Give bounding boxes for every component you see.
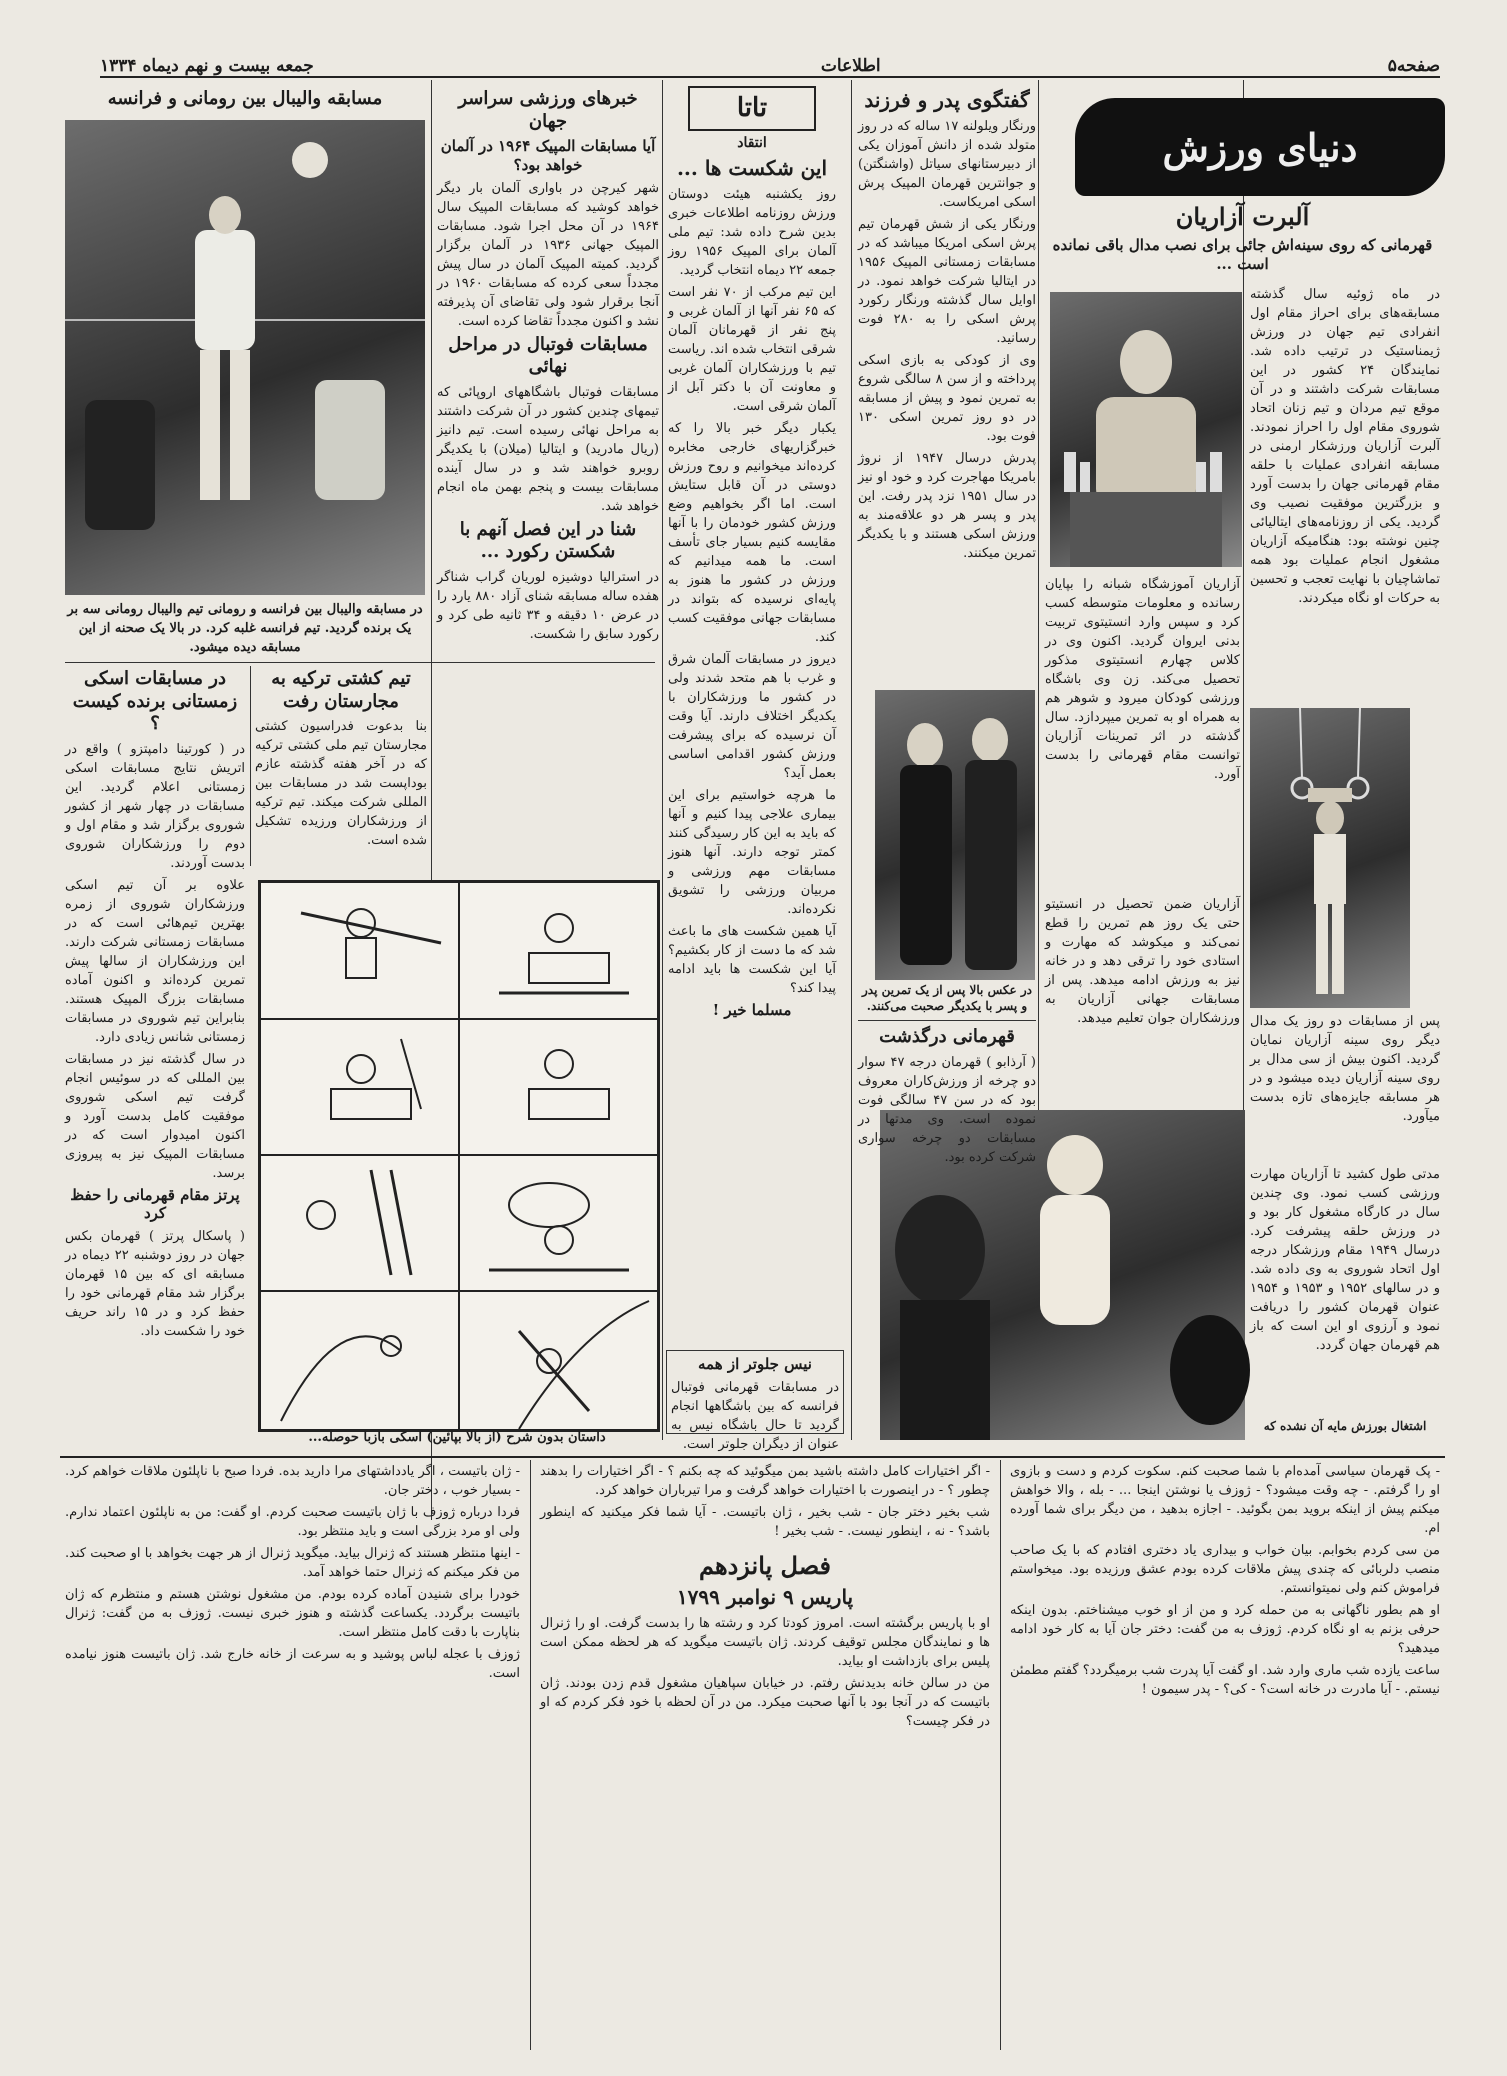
nice-box	[666, 1350, 844, 1452]
athlete-medals-photo	[1050, 292, 1242, 567]
cartoon-caption: داستان بدون شرح (از بالا بپائین) اسکی بازبا حوصله...	[308, 1430, 606, 1445]
cartoon-panel	[458, 882, 658, 1020]
cartoon-panel	[260, 1154, 460, 1292]
athlete-body-5: مدتی طول کشید تا آزاریان مهارت ورزشی کسب نمود. وی چندین سال در کارگاه مشغول کار بود و در ورزش حلقه پیشرفت کرد. درسال ۱۹۴۹ مقام ورزشکار درجه اول اتحاد شوروی به وی داده شد. و در سالهای ۱۹۵۲ و ۱۹۵۳ و ۱۹۵۴ عنوان قهرمان کشور را دریافت نمود و آرزوی او این است که باز هم قهرمان جهان گردد.	[1250, 1167, 1441, 1353]
world-news-article	[437, 86, 659, 936]
athlete-subtitle: قهرمانی که روی سینه‌اش جائی برای نصب مدال باقی نمانده است ...	[1052, 236, 1433, 273]
athlete-body-4: پس از مسابقات دو روز یک مدال دیگر روی سینه آزاریان نمایان گردید. اکنون بیش از سی مدال بر روی سینه آزاریان دیده میشود و در هر مسابقه جایزه‌های تازه بدست میآورد.	[1250, 1014, 1440, 1124]
ta-body-3: یکبار دیگر خبر بالا را که خبرگزاریهای خارجی مخابره کرده‌اند میخوانیم و روح ورزش دوستی در آن قابل ستایش است. اما اگر بخواهیم وضع ورزش کشور خودمان را با آنها مقایسه کنیم بسیار جای تأسف است. ما همه میدانیم که ورزش در کشور ما هنوز به پایه‌ای نرسیده که بتواند در مسابقات جهانی موفقیت کسب کند.	[668, 421, 836, 645]
novel-right-2: من سی کردم بخوابم. بیان خواب و بیداری یاد دختری افتادم که با یک صاحب منصب دلربائی که چندی پیش ملاقات کرده بودم عشق ورزیده بود. میخواستم فراموش کنم ولی نمیتوانستم.	[1010, 1543, 1440, 1596]
cartoon-drawing	[261, 883, 459, 1019]
athlete-rings-photo	[1250, 708, 1410, 1008]
world-news-body-3: در استرالیا دوشیزه لوریان گراب شناگر هفده ساله مسابقه شنای آزاد ۸۸۰ یارد را در عرض ۱۰ دقیقه و ۳۴ ثانیه طی کرد و رکورد سابق را شکست.	[437, 569, 660, 642]
athlete-body-3: آزاریان ضمن تحصیل در انستیتو حتی یک روز هم تمرین را قطع نمی‌کند و میکوشد که مهارت و استادی خود را ترقی دهد و در خانه نیز به ورزش ادامه میدهد. پس از مسابقات جهانی آزاریان به ورزشکاران جوان تعلیم میدهد.	[1045, 897, 1240, 1026]
athlete-column-5	[1250, 1165, 1440, 1420]
athlete-bottom-caption: اشتغال بورزش مایه آن نشده که	[1263, 1419, 1427, 1433]
cartoon-drawing	[459, 1019, 657, 1155]
winter-body-3: در سال گذشته نیز در مسابقات بین المللی که در سوئیس انجام گرفت تیم اسکی شوروی موفقیت کامل بدست آورد و اکنون امیدوار است که در مسابقات المپیک نیز به پیروزی برسد.	[65, 1051, 245, 1181]
world-news-question: آیا مسابقات المپیک ۱۹۶۴ در آلمان خواهد بود؟	[440, 137, 656, 174]
novel-column-right	[1010, 1462, 1440, 2052]
athlete-silhouette	[1050, 292, 1242, 567]
sports-banner-text: دنیای ورزش	[1162, 124, 1358, 170]
world-news-sub-2: مسابقات فوتبال در مراحل نهائی	[448, 333, 648, 377]
athlete-heading	[1045, 200, 1440, 280]
winter-body-4: ( پاسکال پرتز ) قهرمان بکس جهان در روز دوشنبه ۲۲ دیماه در مسابقه ای که بین ۱۵ قهرمان برگزار شد مقام قهرمانی خود را حفظ کرد و در ۱۵ راند حریف خود را شکست داد.	[65, 1229, 245, 1339]
father-son-caption: در عکس بالا پس از یک تمرین پدر و پسر با یکدیگر صحبت می‌کنند.	[862, 983, 1032, 1013]
athlete-body-2: آزاریان آموزشگاه شبانه را بپایان رسانده و معلومات متوسطه کسب کرد و سپس وارد انستیتوی تربیت بدنی ایروان گردید. اکنون وی در کلاس چهارم انستیتوی مذکور تحصیل می‌کند. زن وی باشگاه ورزشی کودکان میرود و شوهر هم به همراه او به تمرین میپردازد. سال گذشته در اثر تمرینات آزاریان توانست مقام قهرمانی را بدست آورد.	[1045, 577, 1240, 782]
winter-body-2: علاوه بر آن تیم اسکی ورزشکاران شوروی از زمره بهترین تیم‌هائی است که در مسابقات زمستانی شرکت دارند. این ورزشکاران از سالها پیش تمرین کرده‌اند و اکنون آماده مسابقات بزرگ المپیک هستند. بنابراین تیم شوروی در مسابقات زمستانی شانس زیادی دارد.	[65, 877, 245, 1045]
volleyball-caption-text: در مسابقه والیبال بین فرانسه و رومانی تیم والیبال رومانی سه بر یک برنده گردید. تیم فرانسه غلبه کرد. در بالا یک صحنه از این مسابقه دیده میشود.	[67, 602, 423, 655]
winter-body-1: در ( کورتینا دامپتزو ) واقع در اتریش نتایج مسابقات اسکی زمستانی اعلام گردید. این مسابقات در چهار شهر از کشور شوروی برگزار شد و مقام اول و دوم را ورزشکاران شوروی بدست آوردند.	[65, 741, 245, 871]
rings-silhouette	[1250, 708, 1410, 1008]
issue-date: جمعه بیست و نهم دیماه ۱۳۳۴	[100, 56, 314, 76]
athlete-column-4	[1250, 1012, 1440, 1162]
athlete-column-2	[1045, 575, 1240, 890]
cartoon-drawing	[459, 1155, 657, 1291]
cartoon-drawing	[261, 1019, 459, 1155]
jumper-body-2: ورنگار یکی از شش قهرمان تیم پرش اسکی امریکا میباشد که در مسابقات زمستانی المپیک ۱۹۵۶ در ایتالیا شرکت خواهد نمود. در اوایل سال گذشته ورنگار رکورد پرش اسکی را به ۲۸۰ فوت رسانید.	[858, 217, 1037, 346]
ta-body-4: دیروز در مسابقات آلمان شرق و غرب با هم متحد شدند ولی در کشور ما ورزشکاران با یکدیگر اختلاف دارند. آیا وقت آن نرسیده که برای پیشرفت ورزش کشور اقدامی اساسی بعمل آید؟	[668, 652, 836, 781]
nice-body: در مسابقات قهرمانی فوتبال فرانسه که بین باشگاهها انجام گردید تا حال باشگاه نیس به عنوان از دیگران جلوتر است.	[671, 1379, 839, 1452]
athlete-column-3	[1045, 895, 1240, 1110]
champion-passed-body: ( آرذابو ) قهرمان درجه ۴۷ سوار دو چرخه از ورزش‌کاران معروف بود که در سن ۴۷ سالگی فوت نموده است. وی مدتها در مسابقات دو چرخه سواری شرکت کرده بود.	[858, 1054, 1036, 1165]
novel-right-3: او هم بطور ناگهانی به من حمله کرد و من از او خوب میشناختم. بدون اینکه حرفی بزنم به او نگاه کردم. ژوزف به من گفت: دختر جان آیا به کار خود ادامه میدهید؟	[1010, 1603, 1440, 1656]
cartoon-panel	[458, 1018, 658, 1156]
page-number: صفحه۵	[1387, 56, 1440, 76]
cartoon-panel	[458, 1290, 658, 1430]
column-rule	[530, 1460, 531, 2050]
ta-masthead: تاتا	[688, 86, 816, 131]
ski-cartoon-strip	[258, 880, 660, 1432]
column-rule	[250, 666, 251, 866]
cartoon-drawing	[459, 883, 657, 1019]
novel-left-3: - اینها منتظر هستند که ژنرال بیاید. میگوید ژنرال از هر جهت بخواهد با او صحبت کند. من فکر میکنم که ژنرال حتما خواهد آمد.	[65, 1546, 520, 1580]
champion-passed-article	[858, 1024, 1036, 1165]
ta-body-6: آیا همین شکست های ما باعث شد که ما دست از کار بکشیم؟ آیا این شکست ها باید ادامه پیدا کند؟	[668, 924, 836, 996]
father-son-scene	[875, 690, 1035, 980]
jumper-title: گفتگوی پدر و فرزند	[864, 88, 1030, 112]
world-news-title: خبرهای ورزشی سراسر جهان	[458, 88, 638, 132]
world-news-body-1: شهر کیرچن در باواری آلمان بار دیگر خواهد کوشید که مسابقات المپیک سال ۱۹۶۴ در آن محل اجرا شود. مسابقات المپیک جهانی ۱۹۳۶ در آلمان برگزار گردید. کمیته المپیک آلمان در سال پیش مجدداً سعی کرده که مسابقات ۱۹۶۰ در آنجا برقرار شود ولی تقاضای آن پذیرفته نشد و اکنون مجدداً تقاضا کرده است.	[437, 180, 659, 329]
section-rule	[65, 662, 655, 663]
world-news-body-2: مسابقات فوتبال باشگاههای اروپائی که تیمهای چندین کشور در آن شرکت داشتند به مراحل نهائی رسیده است. تیم دانیز (ریال مادرید) و ایتالیا (میلان) با یکدیگر روبرو خواهند شد و در سال آینده مسابقات بیست و پنجم بهمن ماه انجام خواهد شد.	[437, 384, 659, 514]
winter-title: در مسابقات اسکی زمستانی برنده کیست ؟	[72, 668, 238, 734]
section-rule	[858, 1020, 1036, 1021]
wrestling-body: بنا بدعوت فدراسیون کشتی مجارستان تیم ملی کشتی ترکیه که در آخر هفته گذشته عازم بوداپست شد در مسابقات بین المللی شرکت میکند. تیم ترکیه از ورزشکاران ورزیده تشکیل شده است.	[255, 719, 427, 848]
ta-body-5: ما هرچه خواستیم برای این بیماری علاجی پیدا کنیم و آنها که باید به این کار رسیدگی کنند کمتر توجه دارند. آنها هنوز مسابقات مهم ورزشی و مربیان ورزشی را تشویق نکرده‌اند.	[668, 788, 836, 917]
athlete-body-1: در ماه ژوئیه سال گذشته مسابقه‌های برای احراز مقام اول انفرادی تیم جهان در ورزش ژیمناستیک در ترتیب داده شد. نمایندگان ۲۴ کشور در این مسابقات شرکت داشتند و در آن موقع تیم مردان و تیم زنان اتحاد شوروی مقام اول را احراز نمودند. آلبرت آزاریان ورزشکار ارمنی در مسابقه انفرادی عملیات با حلقه مقام قهرمانی جهان را بدست آورد و بزرگترین موفقیت نصیب وی گردید. یکی از روزنامه‌های ایتالیائی چنین نوشته بود: هنگامیکه آزاریان مشغول انجام عملیات بود همه تماشاچیان با نهایت تعجب و تحسین به حرکات او نگاه میکردند.	[1250, 287, 1440, 606]
column-rule	[662, 80, 663, 1440]
cartoon-drawing	[261, 1155, 459, 1291]
sports-banner	[1075, 98, 1445, 196]
cartoon-panel	[260, 1290, 460, 1430]
volleyball-title: مسابقه والیبال بین رومانی و فرانسه	[107, 88, 383, 109]
nice-title: نیس جلوتر از همه	[698, 1355, 812, 1373]
novel-right-4: ساعت یازده شب ماری وارد شد. او گفت آیا پدرت شب برمیگردد؟ گفتم مطمئن نیستم. - آیا مادرت در خانه است؟ - کی؟ - پدر سیمون !	[1010, 1663, 1440, 1697]
newspaper-name: اطلاعات	[820, 56, 881, 76]
novel-left-2: فردا درباره ژوزف با ژان باتیست صحبت کردم. او گفت: من به ناپلئون اعتماد ندارم. ولی او مرد بزرگی است و باید منتظر بود.	[65, 1505, 520, 1539]
section-rule	[60, 1456, 1445, 1458]
father-son-photo	[875, 690, 1035, 980]
novel-mid-3: او با پاریس برگشته است. امروز کودتا کرد و رشته ها را بدست گرفت. او را ژنرال ها و نمایندگان مجلس توقیف کردند. ژان باتیست میگوید که هر لحظه ممکن است پلیس برای بازداشت او بیاید.	[540, 1616, 990, 1669]
volleyball-photo	[65, 120, 425, 595]
jumper-body-4: پدرش درسال ۱۹۴۷ از نروژ بامریکا مهاجرت کرد و خود او نیز در سال ۱۹۵۱ نزد پدر رفت. این پدر و پسر هر دو علاقه‌مند به ورزش اسکی هستند و با یکدیگر تمرین میکنند.	[858, 451, 1036, 561]
novel-right-1: - پک قهرمان سیاسی آمده‌ام با شما صحبت کنم. سکوت کردم و دست و بازوی او را گرفتم. - چه وقت میشود؟ - ژوزف یا نوشتن اینجا ... - بله ، والا خواهش میکنم پیش از اینکه بروید بمن بگوئید. - اجازه بدهید ، من دیگر برای شما آورده ام.	[1010, 1464, 1440, 1536]
ta-title: این شکست ها ...	[676, 156, 828, 180]
novel-left-4: خودرا برای شنیدن آماده کرده بودم. من مشغول نوشتن هستم و منتظرم که ژان باتیست برگردد. یکساعت گذشته و هنوز خبری نیست. ژوزف به من گفت: ژنرال بناپارت با دقت کامل منتظر است.	[65, 1587, 520, 1640]
cartoon-panel	[260, 882, 460, 1020]
wrestling-title: تیم کشتی ترکیه به مجارستان رفت	[271, 668, 411, 712]
ta-column	[668, 86, 836, 1351]
novel-left-1: - ژان باتیست ، اگر یادداشتهای مرا دارید بده. فردا صبح با ناپلئون ملاقات خواهم کرد. - بسیار خوب ، دختر جان.	[65, 1464, 520, 1498]
cartoon-drawing	[459, 1291, 657, 1429]
wrestling-article	[255, 666, 427, 866]
jumper-body-1: ورنگار ویلولنه ۱۷ ساله که در روز متولد شده از دانش آموزان یکی از دبیرستانهای سیاتل (واشنگتن) و جوانترین قهرمان المپیک پرش اسکی امریکاست.	[858, 119, 1036, 210]
novel-column-middle	[540, 1462, 990, 2052]
novel-dateline: پاریس ۹ نوامبر ۱۷۹۹	[676, 1585, 854, 1609]
world-news-sub-3: شنا در این فصل آنهم با شکستن رکورد ...	[459, 518, 637, 562]
cartoon-panel	[260, 1018, 460, 1156]
ta-body-2: این تیم مرکب از ۷۰ نفر است که ۶۵ نفر آنها از آلمان غربی و پنج نفر از قهرمانان آلمان شرقی انتخاب شده اند. ریاست تیم با ورزشکاران آلمان غربی و معاونت آن با دکتر آبل از آلمان شرقی است.	[668, 285, 836, 414]
column-rule	[1000, 1460, 1001, 2050]
novel-chapter: فصل پانزدهم	[698, 1551, 832, 1580]
winter-article	[65, 666, 245, 1456]
cartoon-drawing	[261, 1291, 459, 1429]
winter-sub: پرتز مقام قهرمانی را حفظ کرد	[70, 1185, 240, 1223]
volleyball-scene	[65, 120, 425, 595]
ta-sign: مسلما خیر !	[712, 1001, 792, 1019]
novel-mid-1: - اگر اختیارات کامل داشته باشید بمن میگوئید که چه بکنم ؟ - اگر اختیارات را بدهند چطور ؟ - در اینصورت با اختیارات خواهد گرفت و مرا تیرباران خواهد کرد.	[540, 1464, 990, 1498]
volleyball-caption	[65, 600, 425, 662]
column-rule	[851, 80, 852, 1440]
jumper-article	[858, 86, 1036, 686]
novel-mid-2: شب بخیر دختر جان - شب بخیر ، ژان باتیست. - آیا شما فکر میکنید که اینطور باشد؟ - نه ، اینطور نیست. - شب بخیر !	[540, 1505, 990, 1539]
novel-mid-4: من در سالن خانه بدیدنش رفتم. در خیابان سپاهیان مشغول قدم زدن بودند. ژان باتیست که در آنجا بود با آنها صحبت میکرد. من در آن لحظه با خود فکر کردم که او در فکر چیست؟	[540, 1676, 990, 1729]
ta-body-1: روز یکشنبه هیئت دوستان ورزش روزنامه اطلاعات خبری بدین شرح داده شد: تیم ملی آلمان برای المپیک ۱۹۵۶ روز جمعه ۲۲ دیماه انتخاب گردید.	[668, 187, 837, 278]
novel-left-5: ژوزف با عجله لباس پوشید و به سرعت از خانه خارج شد. ژان باتیست هنوز نیامده است.	[65, 1647, 520, 1681]
novel-column-left	[65, 1462, 520, 2052]
cartoon-panel	[458, 1154, 658, 1292]
nice-article	[671, 1353, 839, 1452]
page-header	[100, 50, 1440, 78]
champion-passed-title: قهرمانی درگذشت	[879, 1026, 1015, 1047]
ta-kicker: انتقاد	[737, 134, 767, 151]
jumper-body-3: وی از کودکی به بازی اسکی پرداخته و از سن ۸ سالگی شروع به تمرین نمود و پیش از مسابقه در دو روز تمرین اسکی ۱۳۰ فوت بود.	[858, 353, 1037, 444]
athlete-name: آلبرت آزاریان	[1175, 202, 1310, 231]
